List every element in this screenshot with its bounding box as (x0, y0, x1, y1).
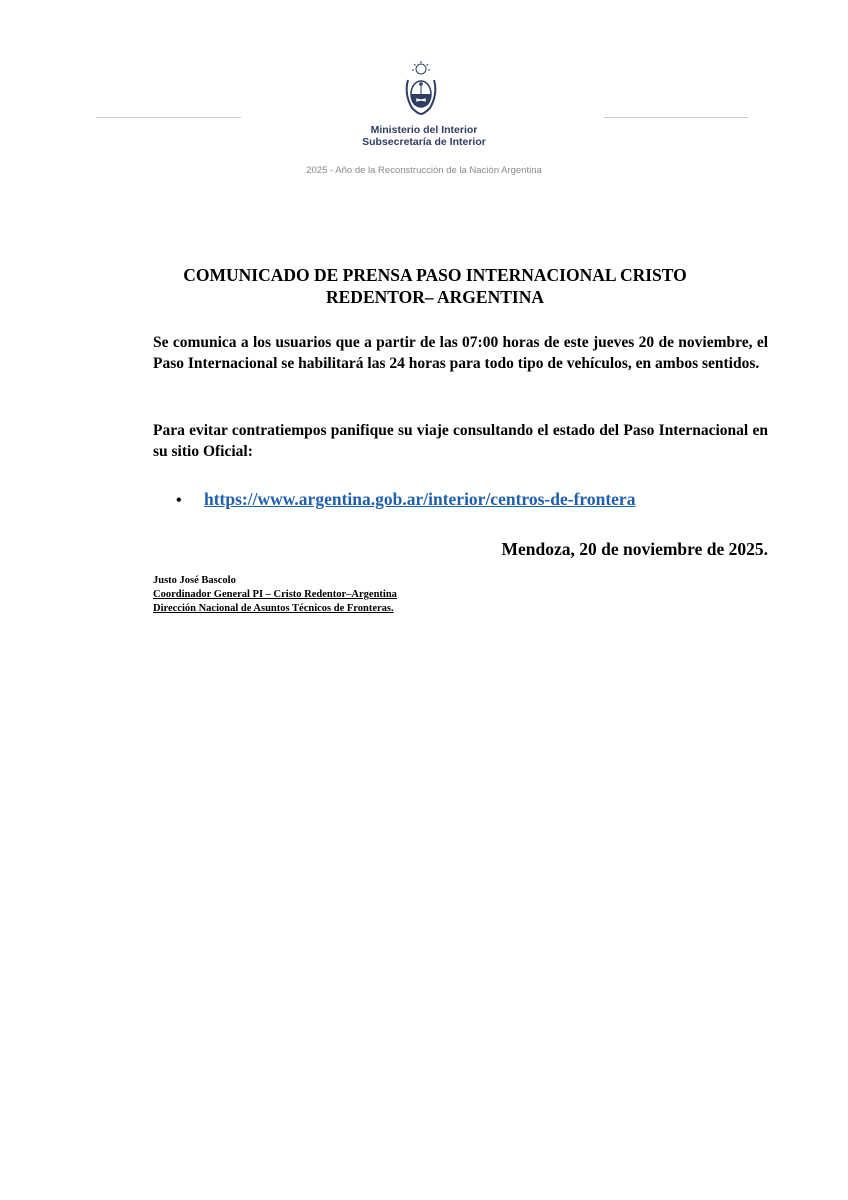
press-release-title (130, 264, 740, 308)
year-motto: 2025 - Año de la Reconstrucción de la Nación Argentina (306, 165, 542, 176)
subsecretary-name: Subsecretaría de Interior (362, 136, 486, 148)
body-paragraph-announcement: Se comunica a los usuarios que a partir de las 07:00 horas de este jueves 20 de noviembre, el Paso Internacional se habilitará las 24 horas para todo tipo de vehículos, en ambos sentidos. (153, 334, 768, 372)
signer-office: Dirección Nacional de Asuntos Técnicos de Fronteras. (153, 603, 394, 614)
header-divider-right (604, 117, 748, 118)
list-item (176, 488, 635, 512)
title-line-1: COMUNICADO DE PRENSA PASO INTERNACIONAL CRISTO (183, 265, 687, 285)
body-paragraph-advice: Para evitar contratiempos panifique su viaje consultando el estado del Paso Internacional en su sitio Oficial: (153, 422, 768, 460)
bullet-icon: • (176, 492, 182, 509)
header-divider-left (96, 117, 241, 118)
signer-name: Justo José Bascolo (153, 575, 236, 586)
border-centers-link[interactable]: https://www.argentina.gob.ar/interior/centros-de-frontera (204, 489, 636, 509)
argentina-coat-of-arms-icon (402, 60, 440, 118)
ministry-name: Ministerio del Interior (370, 124, 478, 136)
signer-role: Coordinador General PI – Cristo Redentor–Argentina (153, 589, 397, 600)
title-line-2: REDENTOR– ARGENTINA (326, 287, 544, 307)
place-and-date: Mendoza, 20 de noviembre de 2025. (501, 539, 768, 559)
